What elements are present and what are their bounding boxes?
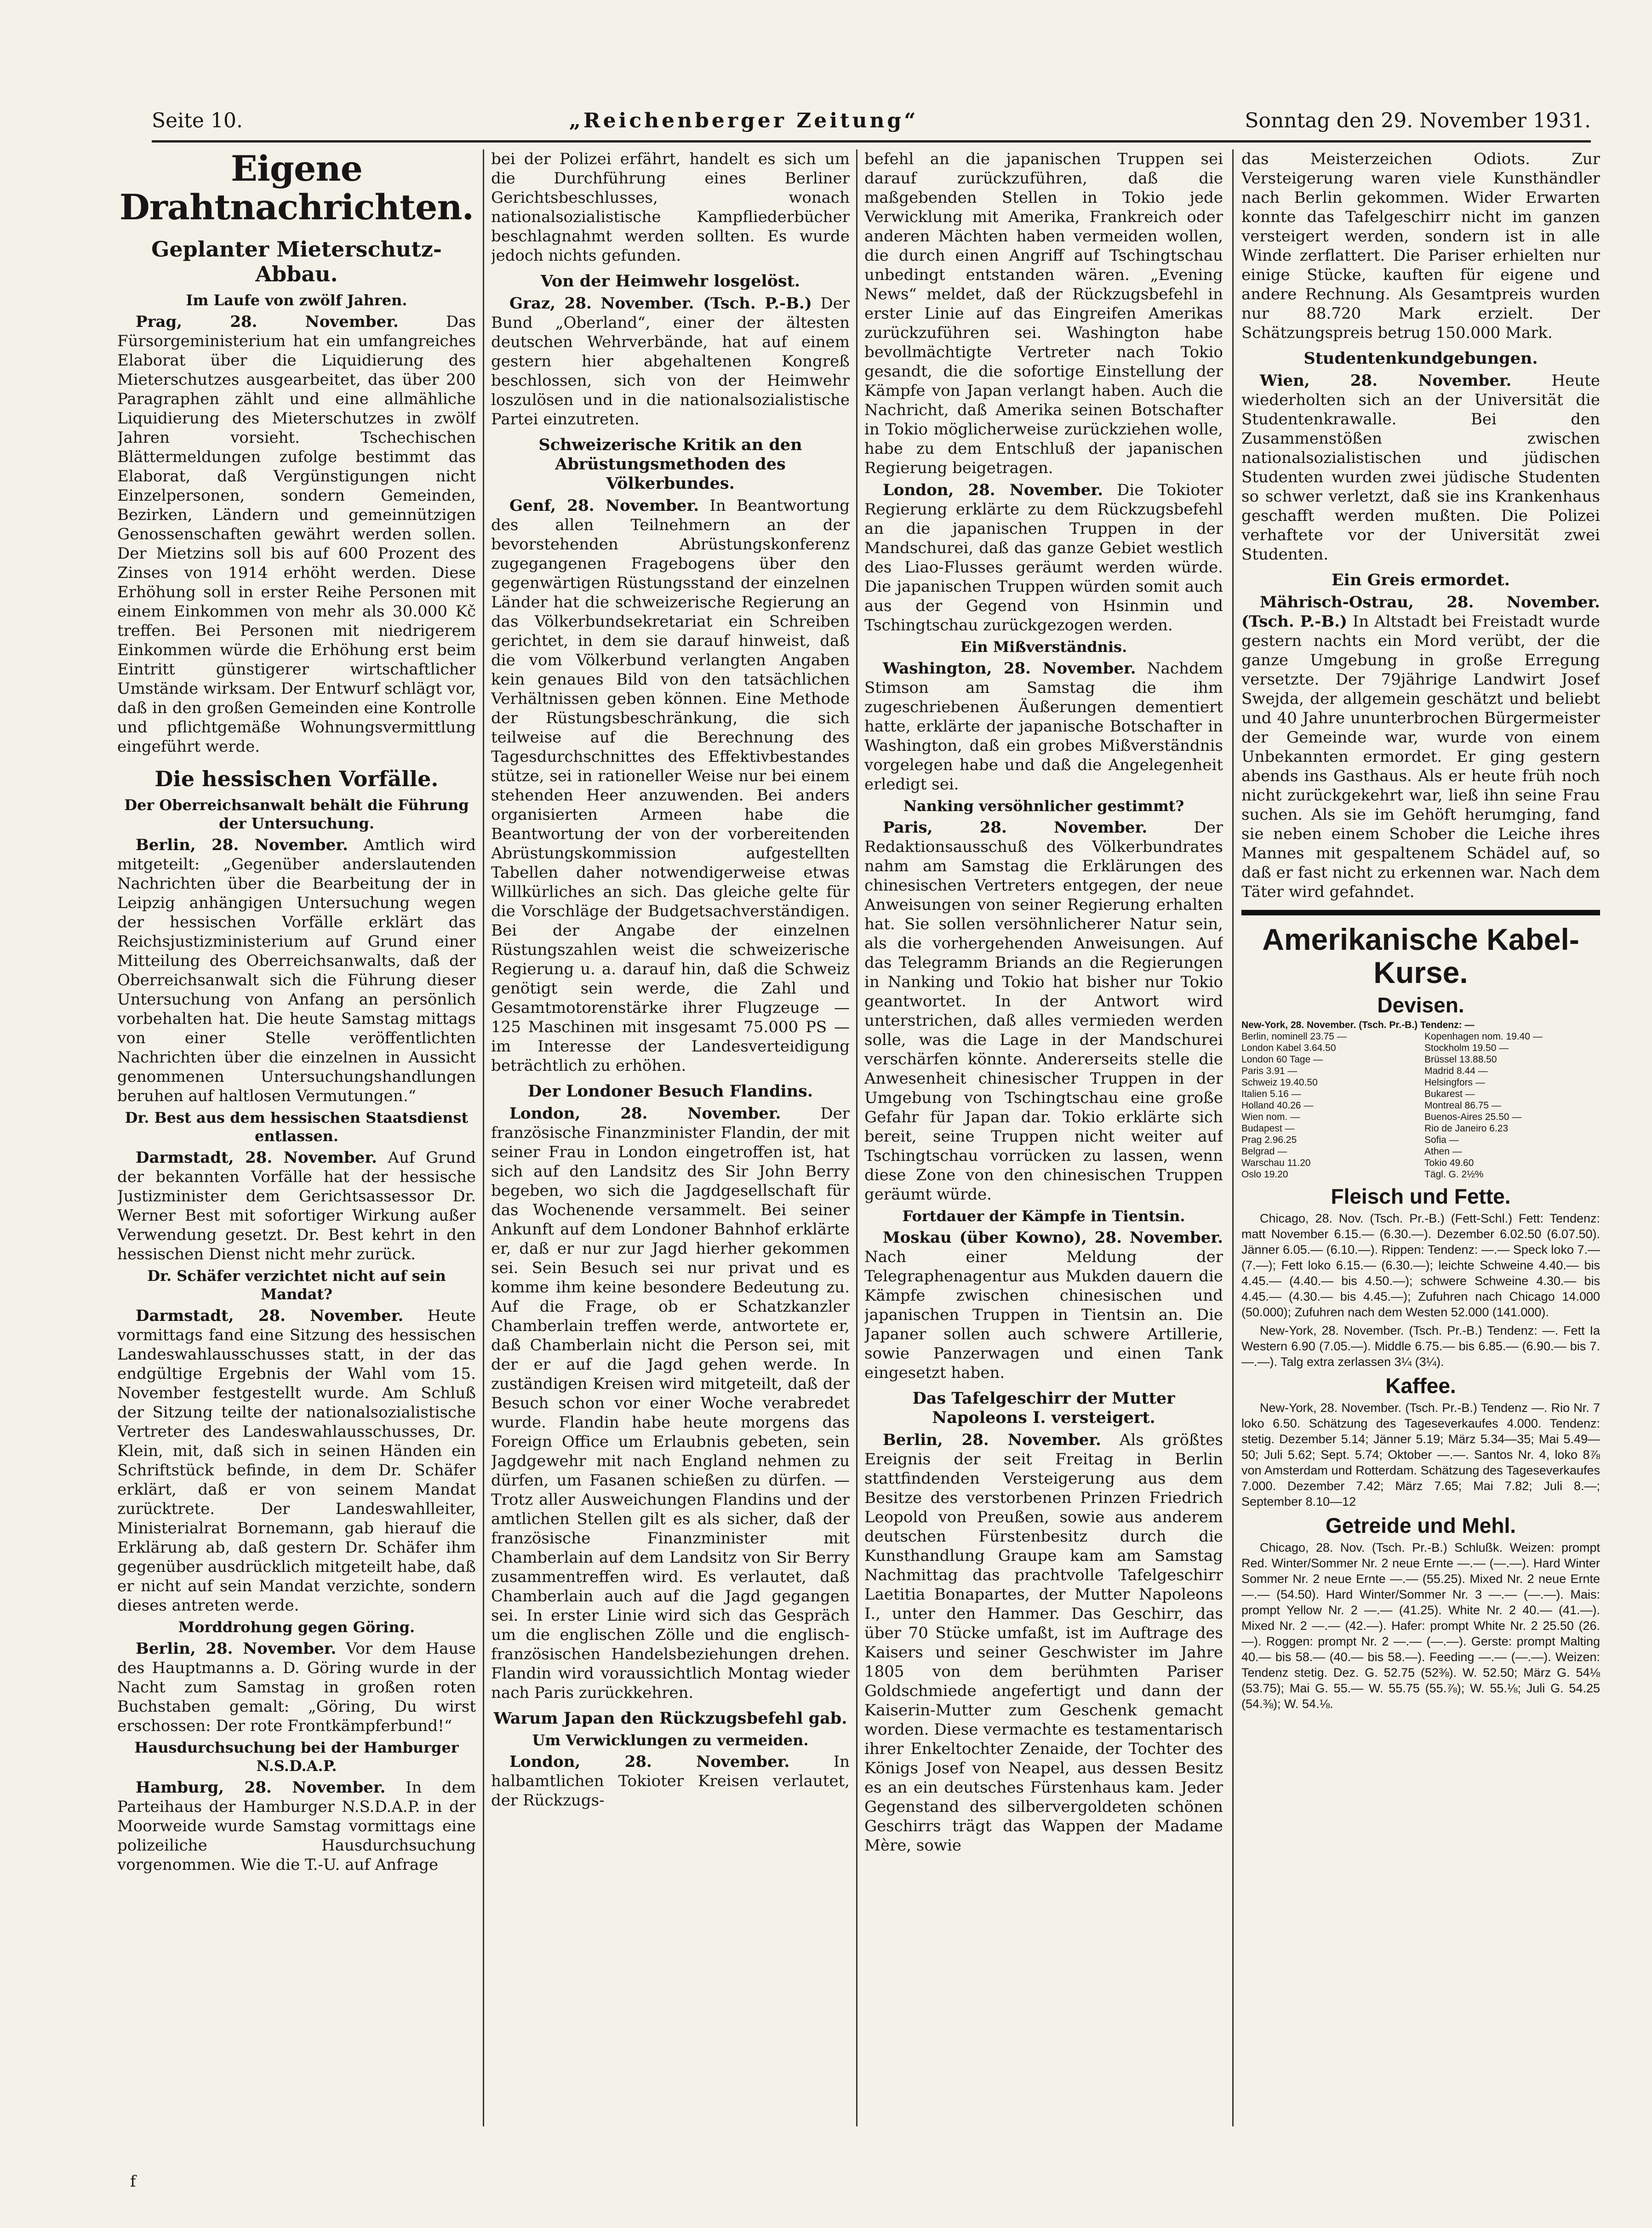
devisen-row: London Kabel 3.64.50 xyxy=(1241,1043,1336,1053)
devisen-title: Devisen. xyxy=(1377,993,1464,1017)
article-text: In halbamtlichen Tokioter Kreisen verlautet, der Rückzugs- xyxy=(491,1753,850,1810)
article-paragraph xyxy=(491,1752,850,1810)
dateline: Graz, 28. November. (Tsch. P.-B.) xyxy=(509,294,812,313)
article-subheading: Morddrohung gegen Göring. xyxy=(178,1618,415,1636)
article-paragraph xyxy=(864,1228,1223,1383)
column-divider xyxy=(856,149,857,2126)
article-subheading: Dr. Schäfer verzichtet nicht auf sein Mandat? xyxy=(147,1267,446,1303)
devisen-row: Buenos-Aires 25.50 — xyxy=(1424,1112,1522,1122)
devisen-row: Athen — xyxy=(1424,1146,1462,1157)
article-text: Auf Grund der bekannten Vorfälle hat der hessische Justizminister dem Gerichtsassessor Dr. Werner Best mit sofortiger Wirkung außer Verwendung gesetzt. Dr. Best kehrt in den hessischen Dienst nicht mehr zurück. xyxy=(117,1148,476,1263)
column-divider xyxy=(1232,149,1234,2126)
article-text: Nachdem Stimson am Samstag die ihm zugeschriebenen Äußerungen dementiert hatte, erklärte der japanische Botschafter in Washington, daß ein grobes Mißverständnis vorgelegen habe und daß die Angelegenheit erledigt sei. xyxy=(864,659,1223,794)
column-4 xyxy=(1241,149,1600,2154)
article-paragraph xyxy=(864,480,1223,635)
dateline: Wien, 28. November. xyxy=(1260,371,1512,390)
devisen-row: Madrid 8.44 — xyxy=(1424,1066,1488,1076)
article-title: Die hessischen Vorfälle. xyxy=(154,766,439,791)
article-text: Die Tokioter Regierung erklärte zu dem Rückzugsbefehl an die japanischen Truppen in der Mandschurei, daß das ganze Gebiet westlich des Liao-Flusses geräumt werden würde. Die japanischen Truppen würden somit auch aus der Gegend von Hsinmin und Tschingtschau zurückgezogen werden. xyxy=(864,481,1223,634)
devisen-row: Schweiz 19.40.50 xyxy=(1241,1077,1318,1088)
devisen-row: Wien nom. — xyxy=(1241,1112,1300,1122)
meat-title: Fleisch und Fette. xyxy=(1331,1184,1511,1208)
article-paragraph xyxy=(117,1148,476,1264)
devisen-row: Warschau 11.20 xyxy=(1241,1158,1311,1168)
devisen-row: Oslo 19.20 xyxy=(1241,1169,1288,1180)
article-text: Der Bund „Oberland“, einer der ältesten deutschen Wehrverbände, hat auf einem gestern hier abgehaltenen Kongreß beschlossen, sich von der Heimwehr loszulösen und in die nationalsozialistische Partei einzutreten. xyxy=(491,294,850,428)
devisen-row: Kopenhagen nom. 19.40 — xyxy=(1424,1031,1543,1042)
article-paragraph xyxy=(117,312,476,756)
dateline: Genf, 28. November. xyxy=(509,497,699,515)
column-divider xyxy=(483,149,484,2126)
newspaper-title: „Reichenberger Zeitung“ xyxy=(569,109,919,132)
devisen-header-left: New-York, 28. November. xyxy=(1241,1020,1356,1030)
devisen-table xyxy=(1241,1019,1600,1180)
article-title: Nanking versöhnlicher gestimmt? xyxy=(903,797,1184,815)
dateline: Berlin, 28. November. xyxy=(136,1640,337,1658)
dateline: Berlin, 28. November. xyxy=(883,1431,1101,1449)
devisen-header xyxy=(1241,1019,1600,1031)
article-title: Geplanter Mieterschutz-Abbau. xyxy=(151,237,442,286)
article-continuation: befehl an die japanischen Truppen sei darauf zurückzuführen, daß die maßgebenden Stellen in Tokio jede Verwicklung mit Amerika, Frankreich oder anderen Mächten haben vermeiden wollen, die durch einen Angriff auf Tschingtschau unbedingt entstanden wären. „Evening News“ meldet, daß der Rückzugsbefehl in erster Linie auf das Eingreifen Amerikas zurückzuführen sei. Washington habe bevollmächtigte Vertreter nach Tokio gesandt, die die sofortige Einstellung der Kämpfe von Japan verlangt haben. Auch die Nachricht, daß Amerika seinen Botschafter in Tokio möglicherweise zurückziehen wolle, habe zu dem Entschluß der japanischen Regierung beigetragen. xyxy=(864,150,1223,477)
dateline: Hamburg, 28. November. xyxy=(136,1778,386,1797)
article-paragraph xyxy=(491,294,850,429)
article-paragraph xyxy=(117,1306,476,1615)
article-text: In Beantwortung des allen Teilnehmern an der bevorstehenden Abrüstungskonferenz zugegangenen Fragebogens über den gegenwärtigen Rüstungsstand der einzelnen Länder hat die schweizerische Regierung an das Völkerbundsekretariat ein Schreiben gerichtet, in dem sie darauf hinweist, daß die vom Völkerbund verlangten Angaben kein genaues Bild von den tatsächlichen Verhältnissen geben können. Eine Methode der Rüstungsbeschränkung, die sich teilweise auf die Berechnung des Tagesdurchschnittes des Effektivbestandes stütze, sei in rationeller Weise nur bei einem stehenden Heer anzuwenden. Bei anders organisierten Armeen habe die Beantwortung der von der vorbereitenden Abrüstungskommission aufgestellten Tabellen daher notwendigerweise etwas Willkürliches an sich. Das gleiche gelte für die Vorschläge der Budgetsachverständigen. Bei der Angabe der einzelnen Rüstungszahlen weist die schweizerische Regierung u. a. darauf hin, daß die Schweiz genötigt sein werde, die Zahl und Gesamtmotorenstärke ihrer Flugzeuge — 125 Maschinen mit insgesamt 75.000 PS — im Interesse der Landesverteidigung beträchtlich zu erhöhen. xyxy=(491,497,850,1075)
devisen-row: Belgrad — xyxy=(1241,1146,1287,1157)
column-2 xyxy=(491,149,850,2154)
article-title: Von der Heimwehr losgelöst. xyxy=(540,272,800,291)
article-text: In Altstadt bei Freistadt wurde gestern nachts ein Mord verübt, der die ganze Umgebung in große Erregung versetzte. Der 79jährige Landwirt Josef Swejda, der allgemein geschätzt und beliebt und 40 Jahre ununterbrochen Bürgermeister der Gemeinde war, wurde von einem Unbekannten ermordet. Er ging gestern abends ins Gasthaus. Als er heute früh noch nicht zurückgekehrt war, ließ ihn seine Frau suchen. Als sie im Gehöft herumging, fand sie neben einem Schober die Leiche ihres Mannes mit gespaltenem Schädel auf, so daß er fast nicht zu erkennen war. Nach dem Täter wird gefahndet. xyxy=(1241,612,1600,901)
issue-date: Sonntag den 29. November 1931. xyxy=(1245,109,1591,132)
article-text: Als größtes Ereignis der seit Freitag in Berlin stattfindenden Versteigerung aus dem Besitze des verstorbenen Prinzen Friedrich Leopold von Preußen, sowie aus anderem deutschen Fürstenbesitz durch die Kunsthandlung Graupe kam am Samstag Nachmittag das prachtvolle Tafelgeschirr Laetitia Bonapartes, der Mutter Napoleons I., unter den Hammer. Das Geschirr, das über 70 Stücke umfaßt, ist im Auftrage des Kaisers und seiner Geschwister im Jahre 1805 von dem berühmten Pariser Goldschmiede angefertigt und dann der Kaiserin-Mutter zum Geschenk gemacht worden. Diese vermachte es testamentarisch ihrer Enkeltochter Zenaide, der Tochter des Königs Josef von Neapel, aus dessen Besitz es an ein deutsches Fürstenhaus kam. Jeder Gegenstand des silbervergoldeten schönen Geschirrs trägt das Wappen der Madame Mère, sowie xyxy=(864,1431,1223,1855)
devisen-row: Berlin, nominell 23.75 — xyxy=(1241,1031,1347,1042)
article-paragraph xyxy=(117,835,476,1106)
article-title: Schweizerische Kritik an den Abrüstungsmethoden des Völkerbundes. xyxy=(538,435,802,493)
devisen-row: Tokio 49.60 xyxy=(1424,1158,1474,1168)
article-paragraph xyxy=(864,659,1223,794)
article-subtitle: Um Verwicklungen zu vermeiden. xyxy=(532,1731,809,1749)
article-text: Das Fürsorgeministerium hat ein umfangreiches Elaborat über die Liquidierung des Mieterschutzes ausgearbeitet, das über 200 Paragraphen zählt und eine allmähliche Liquidierung des Mieterschutzes in zwölf Jahren vorsieht. Tschechischen Blättermeldungen zufolge bestimmt das Elaborat, daß Vergünstigungen nicht Einzelpersonen, sondern Gemeinden, Bezirken, Ländern und gemeinnützigen Genossenschaften gewährt werden sollen. Der Mietzins soll bis auf 600 Prozent des Zinses von 1914 erhöht werden. Diese Erhöhung soll in erster Reihe Personen mit einem Einkommen von mehr als 30.000 Kč treffen. Bei Personen mit niedrigerem Einkommen würde die Erhöhung erst beim Eintritt günstigerer wirtschaftlicher Umstände wirksam. Der Entwurf schlägt vor, daß in den großen Gemeinden eine Kontrolle und pflichtgemäße Wohnungsvermittlung eingeführt werde. xyxy=(117,313,476,756)
column-3 xyxy=(864,149,1223,2154)
devisen-row: Prag 2.96.25 xyxy=(1241,1135,1297,1145)
devisen-row: Tägl. G. 2½% xyxy=(1424,1169,1484,1180)
devisen-row: Montreal 86.75 — xyxy=(1424,1100,1501,1111)
dateline: London, 28. November. xyxy=(509,1104,781,1123)
devisen-row: London 60 Tage — xyxy=(1241,1054,1323,1065)
article-text: Heute wiederholten sich an der Universität die Studentenkrawalle. Bei den Zusammenstößen zwischen nationalsozialistischen und jüdischen Studenten wurden zwei jüdische Studenten so schwer verletzt, daß sie ins Krankenhaus geschafft werden mußten. Die Polizei verhaftete vor der Universität zwei Studenten. xyxy=(1241,371,1600,564)
article-title: Studentenkundgebungen. xyxy=(1303,349,1538,368)
article-text: Amtlich wird mitgeteilt: „Gegenüber anderslautenden Nachrichten über die Bearbeitung der in Leipzig anhängigen Untersuchung wegen der hessischen Vorfälle erklärt das Reichsjustizministerium auf Grund einer Mitteilung des Oberreichsanwalts, daß der Oberreichsanwalt sich die Führung dieser Untersuchung von Anfang an persönlich vorbehalten hat. Die heute Samstag mittags von einer Stelle veröffentlichten Nachrichten über die einzelnen in Aussicht genommenen Untersuchungshandlungen beruhen auf haltlosen Vermutungen.“ xyxy=(117,836,476,1105)
market-report: Chicago, 28. Nov. (Tsch. Pr.-B.) (Fett-Schl.) Fett: Tendenz: matt November 6.15.— (6.30.—). Dezember 6.02.50 (6.07.50). Jänner 6.05.— (6.10.—). Rippen: Tendenz: —.— Speck loko 7.— (7.—); Fett loko 6.15.— (6.30.—); leichte Schweine 4.40.— bis 4.45.— (4.40.— bis 4.50.—); schwere Schweine 4.30.— bis 4.45.— (4.30.— bis 4.45.—); Zufuhren nach Chicago 14.000 (50.000); Zufuhren nach dem Westen 52.000 (141.000). xyxy=(1241,1211,1600,1319)
markets-title: Amerikanische Kabel-Kurse. xyxy=(1262,922,1579,989)
masthead xyxy=(152,105,1591,132)
dateline: Berlin, 28. November. xyxy=(136,836,348,854)
dateline: Moskau (über Kowno), 28. November. xyxy=(883,1228,1223,1247)
column-1 xyxy=(117,149,476,2154)
article-continuation: das Meisterzeichen Odiots. Zur Versteigerung waren viele Kunsthändler nach Berlin gekommen. Wider Erwarten konnte das Tafelgeschirr nicht im ganzen versteigert werden, sondern ist in alle Winde zerflattert. Die Pariser erhielten nur einige Stücke, kauften für eigene und andere Rechnung. Als Gesamtpreis wurden nur 88.720 Mark erzielt. Der Schätzungspreis betrug 150.000 Mark. xyxy=(1241,150,1600,342)
dateline: London, 28. November. xyxy=(509,1753,790,1771)
devisen-header-right: (Tsch. Pr.-B.) Tendenz: — xyxy=(1359,1020,1475,1030)
dateline: Darmstadt, 28. November. xyxy=(136,1307,404,1325)
article-continuation: bei der Polizei erfährt, handelt es sich um die Durchführung eines Berliner Gerichtsbeschlusses, wonach nationalsozialistische Kampfliederbücher beschlagnahmt werden sollten. Es wurde jedoch nichts gefunden. xyxy=(491,150,850,265)
article-text: Der französische Finanzminister Flandin, der mit seiner Frau in London eingetroffen ist, hat sich auf den Landsitz des Sir John Berry begeben, wo sich die Jagdgesellschaft für das Wochenende versammelt. Bei seiner Ankunft auf dem Londoner Bahnhof erklärte er, daß er nur zur Jagd hierher gekommen sei. Sein Besuch sei nur privat und es komme ihm keine besondere Bedeutung zu. Auf die Frage, ob er Schatzkanzler Chamberlain treffen werde, antwortete er, daß Chamberlain nicht die Person sei, mit der er auf die Jagd gehen werde. In zuständigen Kreisen wird mitgeteilt, daß der Besuch schon vor einer Woche verabredet wurde. Flandin habe heute morgens das Foreign Office um Erlaubnis gebeten, sein Jagdgewehr mit nach England nehmen zu dürfen, um Fasanen schießen zu dürfen. — Trotz aller Ausweichungen Flandins und der amtlichen Stellen gilt es als sicher, daß der französische Finanzminister mit Chamberlain auf dem Landsitz von Sir Berry zusammentreffen wird. Es verlautet, daß Chamberlain auch auf die Jagd gegangen sei. In erster Linie wird sich das Gespräch um die englischen Zölle und die englisch-französischen Handelsbeziehungen drehen. Flandin wird voraussichtlich Montag wieder nach Paris zurückkehren. xyxy=(491,1104,850,1702)
article-title: Ein Mißverständnis. xyxy=(960,638,1127,656)
market-report: New-York, 28. November. (Tsch. Pr.-B.) Tendenz —. Rio Nr. 7 loko 6.50. Schätzung des Tageseverkaufes 4.000. Tendenz: stetig. Dezember 5.14; Jänner 5.19; März 5.34—35; Mai 5.49—50; Juli 5.62; Sept. 5.74; Oktober —.—. Santos Nr. 4, loko 8⅞ von Amsterdam und Rotterdam. Schätzung des Tageseverkaufes 7.000. Dezember 7.42; März 7.65; Mai 7.82; Juli 8.—; September 8.10—12 xyxy=(1241,1401,1600,1508)
devisen-row: Italien 5.16 — xyxy=(1241,1089,1301,1099)
devisen-row: Bukarest — xyxy=(1424,1089,1475,1099)
article-title: Warum Japan den Rückzugsbefehl gab. xyxy=(493,1709,847,1728)
article-paragraph xyxy=(1241,593,1600,902)
article-subtitle: Im Laufe von zwölf Jahren. xyxy=(186,291,407,309)
article-subtitle: Der Oberreichsanwalt behält die Führung der Untersuchung. xyxy=(124,796,469,832)
section-rule xyxy=(1241,910,1600,915)
article-text: Vor dem Hause des Hauptmanns a. D. Göring wurde in der Nacht zum Samstag in großen roten Buchstaben gemalt: „Göring, Du wirst erschossen: Der rote Frontkämpferbund!“ xyxy=(117,1640,476,1735)
devisen-row: Budapest — xyxy=(1241,1123,1295,1134)
article-text: In dem Parteihaus der Hamburger N.S.D.A.P. in der Moorweide wurde Samstag vormittags eine polizeiliche Hausdurchsuchung vorgenommen. Wie die T.-U. auf Anfrage xyxy=(117,1778,476,1874)
devisen-row: Holland 40.26 — xyxy=(1241,1100,1314,1111)
article-subheading: Dr. Best aus dem hessischen Staatsdienst entlassen. xyxy=(125,1109,469,1145)
article-paragraph xyxy=(491,496,850,1075)
article-subheading: Hausdurchsuchung bei der Hamburger N.S.D.A.P. xyxy=(134,1739,459,1775)
article-title: Das Tafelgeschirr der Mutter Napoleons I. versteigert. xyxy=(912,1389,1175,1427)
devisen-row: Helsingfors — xyxy=(1424,1077,1485,1088)
section-rubric: Eigene Drahtnachrichten. xyxy=(119,149,474,228)
article-paragraph xyxy=(117,1639,476,1736)
article-title: Fortdauer der Kämpfe in Tientsin. xyxy=(902,1207,1185,1225)
article-paragraph xyxy=(864,818,1223,1204)
article-title: Der Londoner Besuch Flandins. xyxy=(527,1082,813,1101)
market-report: Chicago, 28. Nov. (Tsch. Pr.-B.) Schlußk. Weizen: prompt Red. Winter/Sommer Nr. 2 neue Ernte —.— (—.—). Hard Winter Sommer Nr. 2 neue Ernte —.— (55.25). Mixed Nr. 2 neue Ernte —.— (54.50). Hard Winter/Sommer Nr. 3 —.— (—.—). Mais: prompt Yellow Nr. 2 —.— (41.25). White Nr. 2 40.— (41.—). Mixed Nr. 2 —.— (42.—). Hafer: prompt White Nr. 2 25.50 (26.—). Roggen: prompt Nr. 2 —.— (—.—). Gerste: prompt Malting 40.— bis 58.— (40.— bis 58.—). Feeding —.— (—.—). Weizen: Tendenz stetig. Dez. G. 52.75 (52⅜). W. 52.50; März G. 54⅛ (53.75); Mai G. 55.— W. 55.75 (55.⅞); W. 55.⅛; Juli G. 54.25 (54.⅜); W. 54.⅛. xyxy=(1241,1541,1600,1711)
market-report: New-York, 28. November. (Tsch. Pr.-B.) Tendenz: —. Fett Ia Western 6.90 (7.05.—). Middle 6.75.— bis 6.85.— (6.90.— bis 7.—.—). Talg extra zerlassen 3¼ (3¼). xyxy=(1241,1324,1600,1369)
dateline: Darmstadt, 28. November. xyxy=(136,1148,377,1167)
article-title: Ein Greis ermordet. xyxy=(1331,571,1510,589)
article-paragraph xyxy=(1241,371,1600,564)
footer-mark: f xyxy=(130,2172,136,2191)
grain-title: Getreide und Mehl. xyxy=(1325,1514,1516,1537)
devisen-row: Rio de Janeiro 6.23 xyxy=(1424,1123,1509,1134)
dateline: London, 28. November. xyxy=(883,481,1103,499)
devisen-row: Paris 3.91 — xyxy=(1241,1066,1298,1076)
article-paragraph xyxy=(117,1778,476,1874)
article-paragraph xyxy=(491,1104,850,1702)
dateline: Washington, 28. November. xyxy=(883,659,1136,678)
masthead-rule xyxy=(152,140,1591,143)
dateline: Prag, 28. November. xyxy=(136,313,399,331)
devisen-row: Brüssel 13.88.50 xyxy=(1424,1054,1497,1065)
dateline: Mährisch-Ostrau, 28. November. (Tsch. P.-B.) xyxy=(1241,593,1600,631)
dateline: Paris, 28. November. xyxy=(883,818,1148,837)
page-number: Seite 10. xyxy=(152,109,243,132)
article-text: Nach einer Meldung der Telegraphenagentur aus Mukden dauern die Kämpfe zwischen chinesischen und japanischen Truppen in Tientsin an. Die Japaner sollen auch schwere Artillerie, sowie Panzerwagen und einen Tank eingesetzt haben. xyxy=(864,1248,1223,1382)
coffee-title: Kaffee. xyxy=(1385,1374,1456,1398)
article-paragraph xyxy=(864,1430,1223,1855)
devisen-row: Stockholm 19.50 — xyxy=(1424,1043,1509,1053)
article-text: Der Redaktionsausschuß des Völkerbundrates nahm am Samstag die Erklärungen des chinesischen Vertreters entgegen, der neue Anweisungen von seiner Regierung erhalten hat. Sie sollen versöhnlicherer Natur sein, als die vorhergehenden Anweisungen. Auf das Telegramm Briands an die Regierungen in Nanking und Tokio hat bisher nur Tokio geantwortet. In der Antwort wird unterstrichen, daß alles vermieden werden solle, was die Lage in der Mandschurei verschärfen könnte. Andererseits stelle die Anwesenheit chinesischer Truppen in der Umgebung von Tschingtschau eine große Gefahr für Japan dar. Tokio erklärte sich bereit, seine Truppen nicht weiter auf Tschingtschau vorrücken zu lassen, wenn diese Zone von den chinesischen Truppen geräumt würde. xyxy=(864,818,1223,1204)
devisen-row: Sofia — xyxy=(1424,1135,1459,1145)
article-text: Heute vormittags fand eine Sitzung des hessischen Landeswahlausschusses statt, in der das endgültige Ergebnis der Wahl vom 15. November festgestellt wurde. Am Schluß der Sitzung teilte der nationalsozialistische Vertreter des Landeswahlausschusses, Dr. Klein, mit, daß sich in seinen Händen ein Schriftstück befinde, in dem Dr. Schäfer erklärt, daß er von seinem Mandat zurücktrete. Der Landeswahlleiter, Ministerialrat Bornemann, gab hierauf die Erklärung ab, daß gestern Dr. Schäfer ihm gegenüber ausdrücklich mitgeteilt habe, daß er nicht auf sein Mandat verzichte, sondern dieses antreten werde. xyxy=(117,1307,476,1615)
